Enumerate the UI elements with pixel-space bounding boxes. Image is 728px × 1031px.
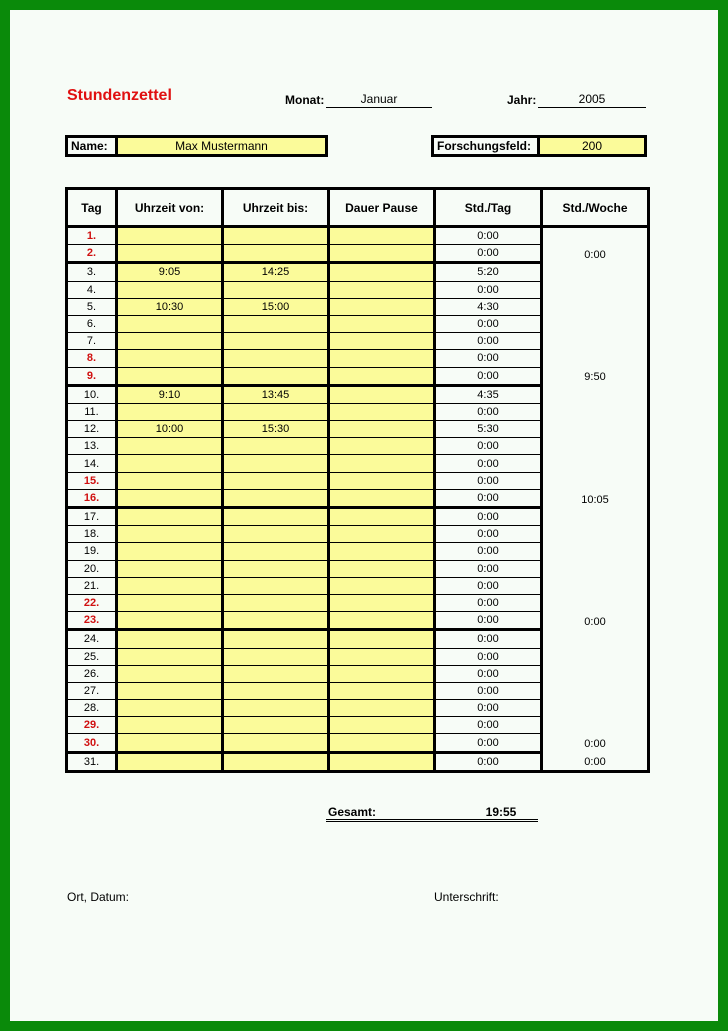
timesheet-page [10, 10, 718, 1021]
jahr-field[interactable]: 2005 [538, 92, 646, 108]
von-cell[interactable] [117, 245, 223, 263]
gesamt-label: Gesamt: [328, 805, 377, 819]
pause-cell[interactable] [329, 734, 435, 752]
std-tag-cell: 0:00 [435, 245, 542, 263]
bis-cell[interactable] [223, 648, 329, 665]
von-cell[interactable] [117, 455, 223, 472]
von-cell[interactable] [117, 367, 223, 385]
von-cell[interactable] [117, 560, 223, 577]
bis-cell[interactable] [223, 350, 329, 367]
col-header-std-woche: Std./Woche [542, 189, 649, 227]
von-cell[interactable] [117, 717, 223, 734]
tag-cell: 14. [67, 455, 117, 472]
pause-cell[interactable] [329, 489, 435, 507]
von-cell[interactable] [117, 281, 223, 298]
von-cell[interactable] [117, 350, 223, 367]
col-header-bis: Uhrzeit bis: [223, 189, 329, 227]
tag-cell: 6. [67, 315, 117, 332]
gesamt-value: 19:55 [485, 805, 517, 819]
bis-cell[interactable] [223, 526, 329, 543]
table-body [67, 227, 649, 772]
forschungsfeld-field[interactable]: 200 [540, 138, 644, 154]
std-tag-cell: 0:00 [435, 472, 542, 489]
table-row [67, 508, 649, 526]
std-woche-cell: 0:00 [542, 508, 649, 630]
tag-cell: 2. [67, 245, 117, 263]
von-cell[interactable] [117, 438, 223, 455]
tag-cell: 15. [67, 472, 117, 489]
bis-cell[interactable] [223, 734, 329, 752]
pause-cell[interactable] [329, 700, 435, 717]
std-tag-cell: 0:00 [435, 508, 542, 526]
std-tag-cell: 0:00 [435, 350, 542, 367]
std-tag-cell: 0:00 [435, 630, 542, 648]
tag-cell: 7. [67, 333, 117, 350]
gesamt-row [326, 805, 538, 822]
bis-cell[interactable] [223, 438, 329, 455]
monat-field[interactable]: Januar [326, 92, 432, 108]
bis-cell[interactable] [223, 367, 329, 385]
bis-cell[interactable] [223, 403, 329, 420]
tag-cell: 31. [67, 752, 117, 771]
col-header-von: Uhrzeit von: [117, 189, 223, 227]
tag-cell: 19. [67, 543, 117, 560]
tag-cell: 17. [67, 508, 117, 526]
von-cell[interactable] [117, 612, 223, 630]
von-cell[interactable] [117, 403, 223, 420]
tag-cell: 5. [67, 298, 117, 315]
tag-cell: 13. [67, 438, 117, 455]
bis-cell[interactable]: 14:25 [223, 263, 329, 281]
von-cell[interactable] [117, 333, 223, 350]
col-header-pause: Dauer Pause [329, 189, 435, 227]
bis-cell[interactable] [223, 315, 329, 332]
tag-cell: 9. [67, 367, 117, 385]
std-woche-cell: 0:00 [542, 752, 649, 771]
von-cell[interactable] [117, 577, 223, 594]
std-tag-cell: 0:00 [435, 315, 542, 332]
tag-cell: 1. [67, 227, 117, 245]
bis-cell[interactable] [223, 281, 329, 298]
monat-label: Monat: [285, 93, 325, 107]
pause-cell[interactable] [329, 648, 435, 665]
std-tag-cell: 0:00 [435, 734, 542, 752]
pause-cell[interactable] [329, 526, 435, 543]
pause-cell[interactable] [329, 403, 435, 420]
tag-cell: 26. [67, 665, 117, 682]
forschungsfeld-label: Forschungsfeld: [434, 138, 540, 154]
bis-cell[interactable] [223, 594, 329, 611]
std-tag-cell: 0:00 [435, 543, 542, 560]
tag-cell: 27. [67, 682, 117, 699]
pause-cell[interactable] [329, 717, 435, 734]
tag-cell: 28. [67, 700, 117, 717]
pause-cell[interactable] [329, 385, 435, 403]
jahr-label: Jahr: [507, 93, 537, 107]
von-cell[interactable] [117, 682, 223, 699]
std-tag-cell: 0:00 [435, 526, 542, 543]
tag-cell: 10. [67, 385, 117, 403]
pause-cell[interactable] [329, 350, 435, 367]
von-cell[interactable] [117, 665, 223, 682]
von-cell[interactable]: 9:05 [117, 263, 223, 281]
pause-cell[interactable] [329, 543, 435, 560]
tag-cell: 25. [67, 648, 117, 665]
von-cell[interactable] [117, 630, 223, 648]
bis-cell[interactable] [223, 682, 329, 699]
std-tag-cell: 0:00 [435, 403, 542, 420]
std-tag-cell: 0:00 [435, 333, 542, 350]
pause-cell[interactable] [329, 665, 435, 682]
bis-cell[interactable] [223, 612, 329, 630]
std-tag-cell: 4:30 [435, 298, 542, 315]
std-tag-cell: 5:30 [435, 421, 542, 438]
std-tag-cell: 0:00 [435, 438, 542, 455]
bis-cell[interactable]: 15:00 [223, 298, 329, 315]
pause-cell[interactable] [329, 455, 435, 472]
std-woche-cell: 9:50 [542, 263, 649, 385]
von-cell[interactable] [117, 508, 223, 526]
bis-cell[interactable] [223, 543, 329, 560]
bis-cell[interactable] [223, 472, 329, 489]
tag-cell: 30. [67, 734, 117, 752]
pause-cell[interactable] [329, 281, 435, 298]
bis-cell[interactable] [223, 700, 329, 717]
pause-cell[interactable] [329, 682, 435, 699]
pause-cell[interactable] [329, 263, 435, 281]
von-cell[interactable] [117, 227, 223, 245]
bis-cell[interactable] [223, 577, 329, 594]
std-tag-cell: 0:00 [435, 227, 542, 245]
std-tag-cell: 0:00 [435, 700, 542, 717]
std-tag-cell: 0:00 [435, 489, 542, 507]
page-title: Stundenzettel [67, 87, 172, 104]
table-row [67, 263, 649, 281]
pause-cell[interactable] [329, 421, 435, 438]
std-tag-cell: 0:00 [435, 648, 542, 665]
pause-cell[interactable] [329, 367, 435, 385]
std-tag-cell: 0:00 [435, 682, 542, 699]
std-tag-cell: 4:35 [435, 385, 542, 403]
unterschrift-label: Unterschrift: [434, 890, 499, 904]
von-cell[interactable] [117, 526, 223, 543]
table-header-row [67, 189, 649, 227]
pause-cell[interactable] [329, 438, 435, 455]
name-label: Name: [68, 138, 118, 154]
von-cell[interactable] [117, 315, 223, 332]
tag-cell: 18. [67, 526, 117, 543]
tag-cell: 20. [67, 560, 117, 577]
table-row [67, 227, 649, 245]
bis-cell[interactable] [223, 333, 329, 350]
von-cell[interactable] [117, 472, 223, 489]
std-tag-cell: 0:00 [435, 367, 542, 385]
std-woche-cell: 0:00 [542, 630, 649, 752]
bis-cell[interactable] [223, 245, 329, 263]
von-cell[interactable] [117, 543, 223, 560]
von-cell[interactable] [117, 700, 223, 717]
table-row [67, 630, 649, 648]
tag-cell: 22. [67, 594, 117, 611]
pause-cell[interactable] [329, 752, 435, 771]
bis-cell[interactable] [223, 227, 329, 245]
std-woche-cell: 10:05 [542, 385, 649, 507]
pause-cell[interactable] [329, 560, 435, 577]
std-tag-cell: 0:00 [435, 612, 542, 630]
pause-cell[interactable] [329, 594, 435, 611]
name-field[interactable]: Max Mustermann [118, 138, 325, 154]
std-tag-cell: 0:00 [435, 717, 542, 734]
bis-cell[interactable] [223, 455, 329, 472]
name-box [65, 135, 328, 157]
tag-cell: 3. [67, 263, 117, 281]
std-tag-cell: 0:00 [435, 752, 542, 771]
std-tag-cell: 5:20 [435, 263, 542, 281]
std-tag-cell: 0:00 [435, 594, 542, 611]
std-tag-cell: 0:00 [435, 455, 542, 472]
std-tag-cell: 0:00 [435, 577, 542, 594]
tag-cell: 4. [67, 281, 117, 298]
pause-cell[interactable] [329, 315, 435, 332]
bis-cell[interactable]: 15:30 [223, 421, 329, 438]
von-cell[interactable]: 9:10 [117, 385, 223, 403]
std-tag-cell: 0:00 [435, 560, 542, 577]
tag-cell: 12. [67, 421, 117, 438]
bis-cell[interactable] [223, 665, 329, 682]
forschungsfeld-box [431, 135, 647, 157]
hours-table [65, 187, 650, 773]
bis-cell[interactable] [223, 630, 329, 648]
tag-cell: 11. [67, 403, 117, 420]
von-cell[interactable]: 10:30 [117, 298, 223, 315]
bis-cell[interactable] [223, 489, 329, 507]
col-header-tag: Tag [67, 189, 117, 227]
bis-cell[interactable] [223, 508, 329, 526]
pause-cell[interactable] [329, 298, 435, 315]
tag-cell: 21. [67, 577, 117, 594]
tag-cell: 24. [67, 630, 117, 648]
tag-cell: 29. [67, 717, 117, 734]
ort-datum-label: Ort, Datum: [67, 890, 130, 904]
std-tag-cell: 0:00 [435, 281, 542, 298]
bis-cell[interactable] [223, 752, 329, 771]
bis-cell[interactable]: 13:45 [223, 385, 329, 403]
pause-cell[interactable] [329, 630, 435, 648]
col-header-std-tag: Std./Tag [435, 189, 542, 227]
tag-cell: 23. [67, 612, 117, 630]
bis-cell[interactable] [223, 560, 329, 577]
von-cell[interactable]: 10:00 [117, 421, 223, 438]
pause-cell[interactable] [329, 577, 435, 594]
von-cell[interactable] [117, 752, 223, 771]
std-woche-cell: 0:00 [542, 227, 649, 263]
pause-cell[interactable] [329, 472, 435, 489]
pause-cell[interactable] [329, 333, 435, 350]
von-cell[interactable] [117, 489, 223, 507]
tag-cell: 8. [67, 350, 117, 367]
von-cell[interactable] [117, 734, 223, 752]
pause-cell[interactable] [329, 508, 435, 526]
table-row [67, 385, 649, 403]
bis-cell[interactable] [223, 717, 329, 734]
table-row [67, 752, 649, 771]
von-cell[interactable] [117, 594, 223, 611]
pause-cell[interactable] [329, 612, 435, 630]
tag-cell: 16. [67, 489, 117, 507]
pause-cell[interactable] [329, 245, 435, 263]
std-tag-cell: 0:00 [435, 665, 542, 682]
pause-cell[interactable] [329, 227, 435, 245]
von-cell[interactable] [117, 648, 223, 665]
